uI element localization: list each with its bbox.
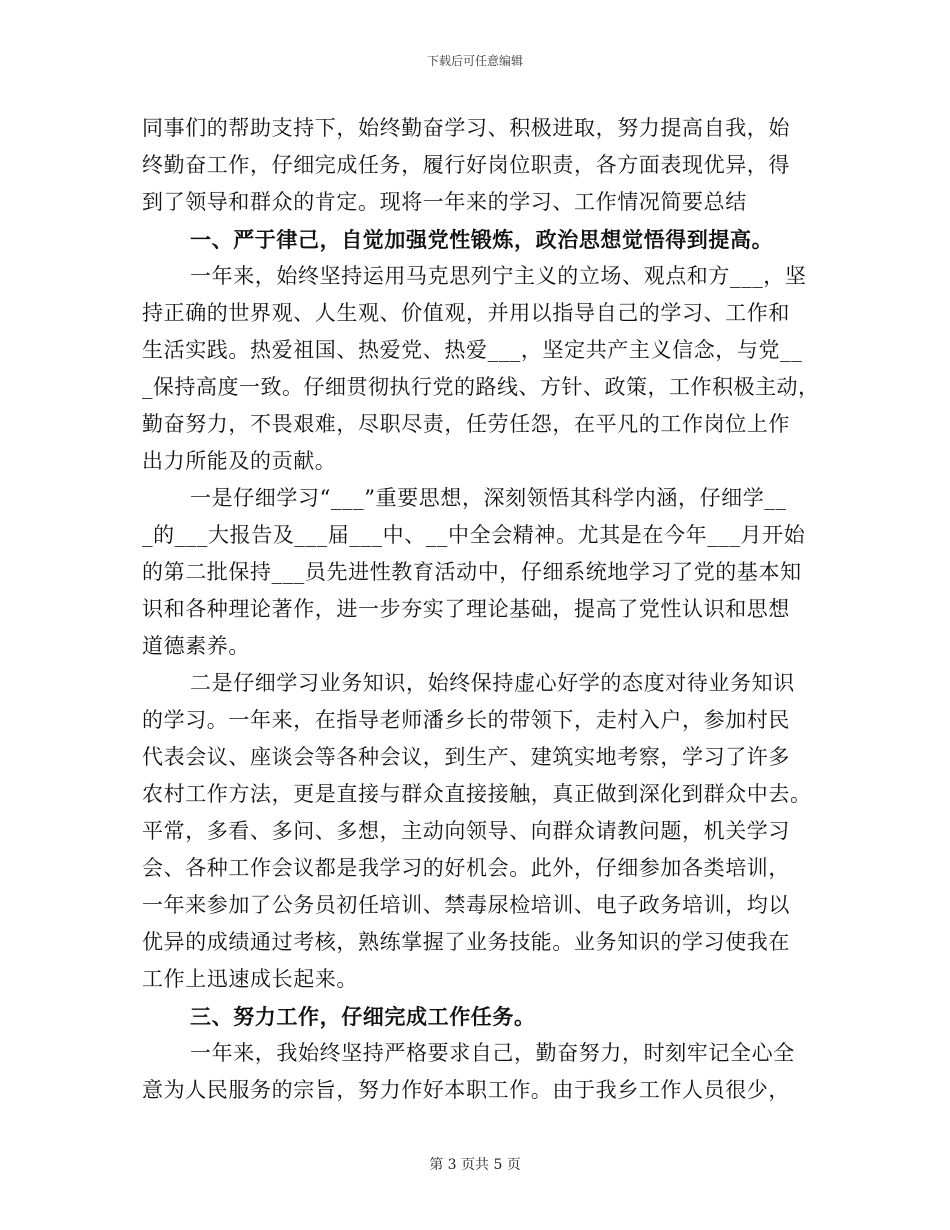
body-line: 出力所能及的贡献。	[142, 449, 337, 473]
body-line: 同事们的帮助支持下，始终勤奋学习、积极进取，努力提高自我，始	[142, 116, 790, 140]
body-line: 识和各种理论著作，进一步夯实了理论基础，提高了党性认识和思想	[142, 597, 790, 621]
body-line: 生活实践。热爱祖国、热爱党、热爱___，坚定共产主义信念，与党__	[142, 338, 803, 362]
body-line: 意为人民服务的宗旨，努力作好本职工作。由于我乡工作人员很少，	[142, 1078, 790, 1102]
body-line: 持正确的世界观、人生观、价值观，并用以指导自己的学习、工作和	[142, 301, 790, 325]
document-body	[142, 110, 822, 1109]
body-line: 优异的成绩通过考核，熟练掌握了业务技能。业务知识的学习使我在	[142, 930, 790, 954]
body-line: 一年来，我始终坚持严格要求自己，勤奋努力，时刻牢记全心全	[190, 1041, 795, 1065]
body-line: 农村工作方法，更是直接与群众直接接触，真正做到深化到群众中去。	[142, 782, 812, 806]
body-line: 一是仔细学习“___”重要思想，深刻领悟其科学内涵，仔细学__	[190, 486, 787, 510]
body-line: 二是仔细学习业务知识，始终保持虚心好学的态度对待业务知识	[190, 671, 795, 695]
body-line: 的第二批保持___员先进性教育活动中，仔细系统地学习了党的基本知	[142, 560, 802, 584]
body-line: 平常，多看、多问、多想，主动向领导、向群众请教问题，机关学习	[142, 819, 790, 843]
body-line: 终勤奋工作，仔细完成任务，履行好岗位职责，各方面表现优异，得	[142, 153, 790, 177]
body-line: 到了领导和群众的肯定。现将一年来的学习、工作情况简要总结	[142, 190, 747, 214]
body-line: 会、各种工作会议都是我学习的好机会。此外，仔细参加各类培训，	[142, 856, 790, 880]
body-line: 道德素养。	[142, 634, 250, 658]
section-heading-1: 一、严于律己，自觉加强党性锻炼，政治思想觉悟得到提高。	[190, 227, 774, 252]
body-line: 一年来，始终坚持运用马克思列宁主义的立场、观点和方___，坚	[190, 264, 807, 288]
section-heading-3: 三、努力工作，仔细完成工作任务。	[190, 1004, 536, 1029]
page-header: 下载后可任意编辑	[426, 54, 523, 68]
body-line: 勤奋努力，不畏艰难，尽职尽责，任劳任怨，在平凡的工作岗位上作	[142, 412, 790, 436]
body-line: 一年来参加了公务员初任培训、禁毒尿检培训、电子政务培训，均以	[142, 893, 790, 917]
body-line: 工作上迅速成长起来。	[142, 967, 358, 991]
body-line: _保持高度一致。仔细贯彻执行党的路线、方针、政策，工作积极主动，	[142, 375, 820, 399]
body-line: 代表会议、座谈会等各种会议，到生产、建筑实地考察，学习了许多	[142, 745, 790, 769]
body-line: 的学习。一年来，在指导老师潘乡长的带领下，走村入户，参加村民	[142, 708, 790, 732]
body-line: _的___大报告及___届___中、__中全会精神。尤其是在今年___月开始	[142, 523, 806, 547]
page-footer: 第 3 页共 5 页	[429, 1157, 521, 1173]
